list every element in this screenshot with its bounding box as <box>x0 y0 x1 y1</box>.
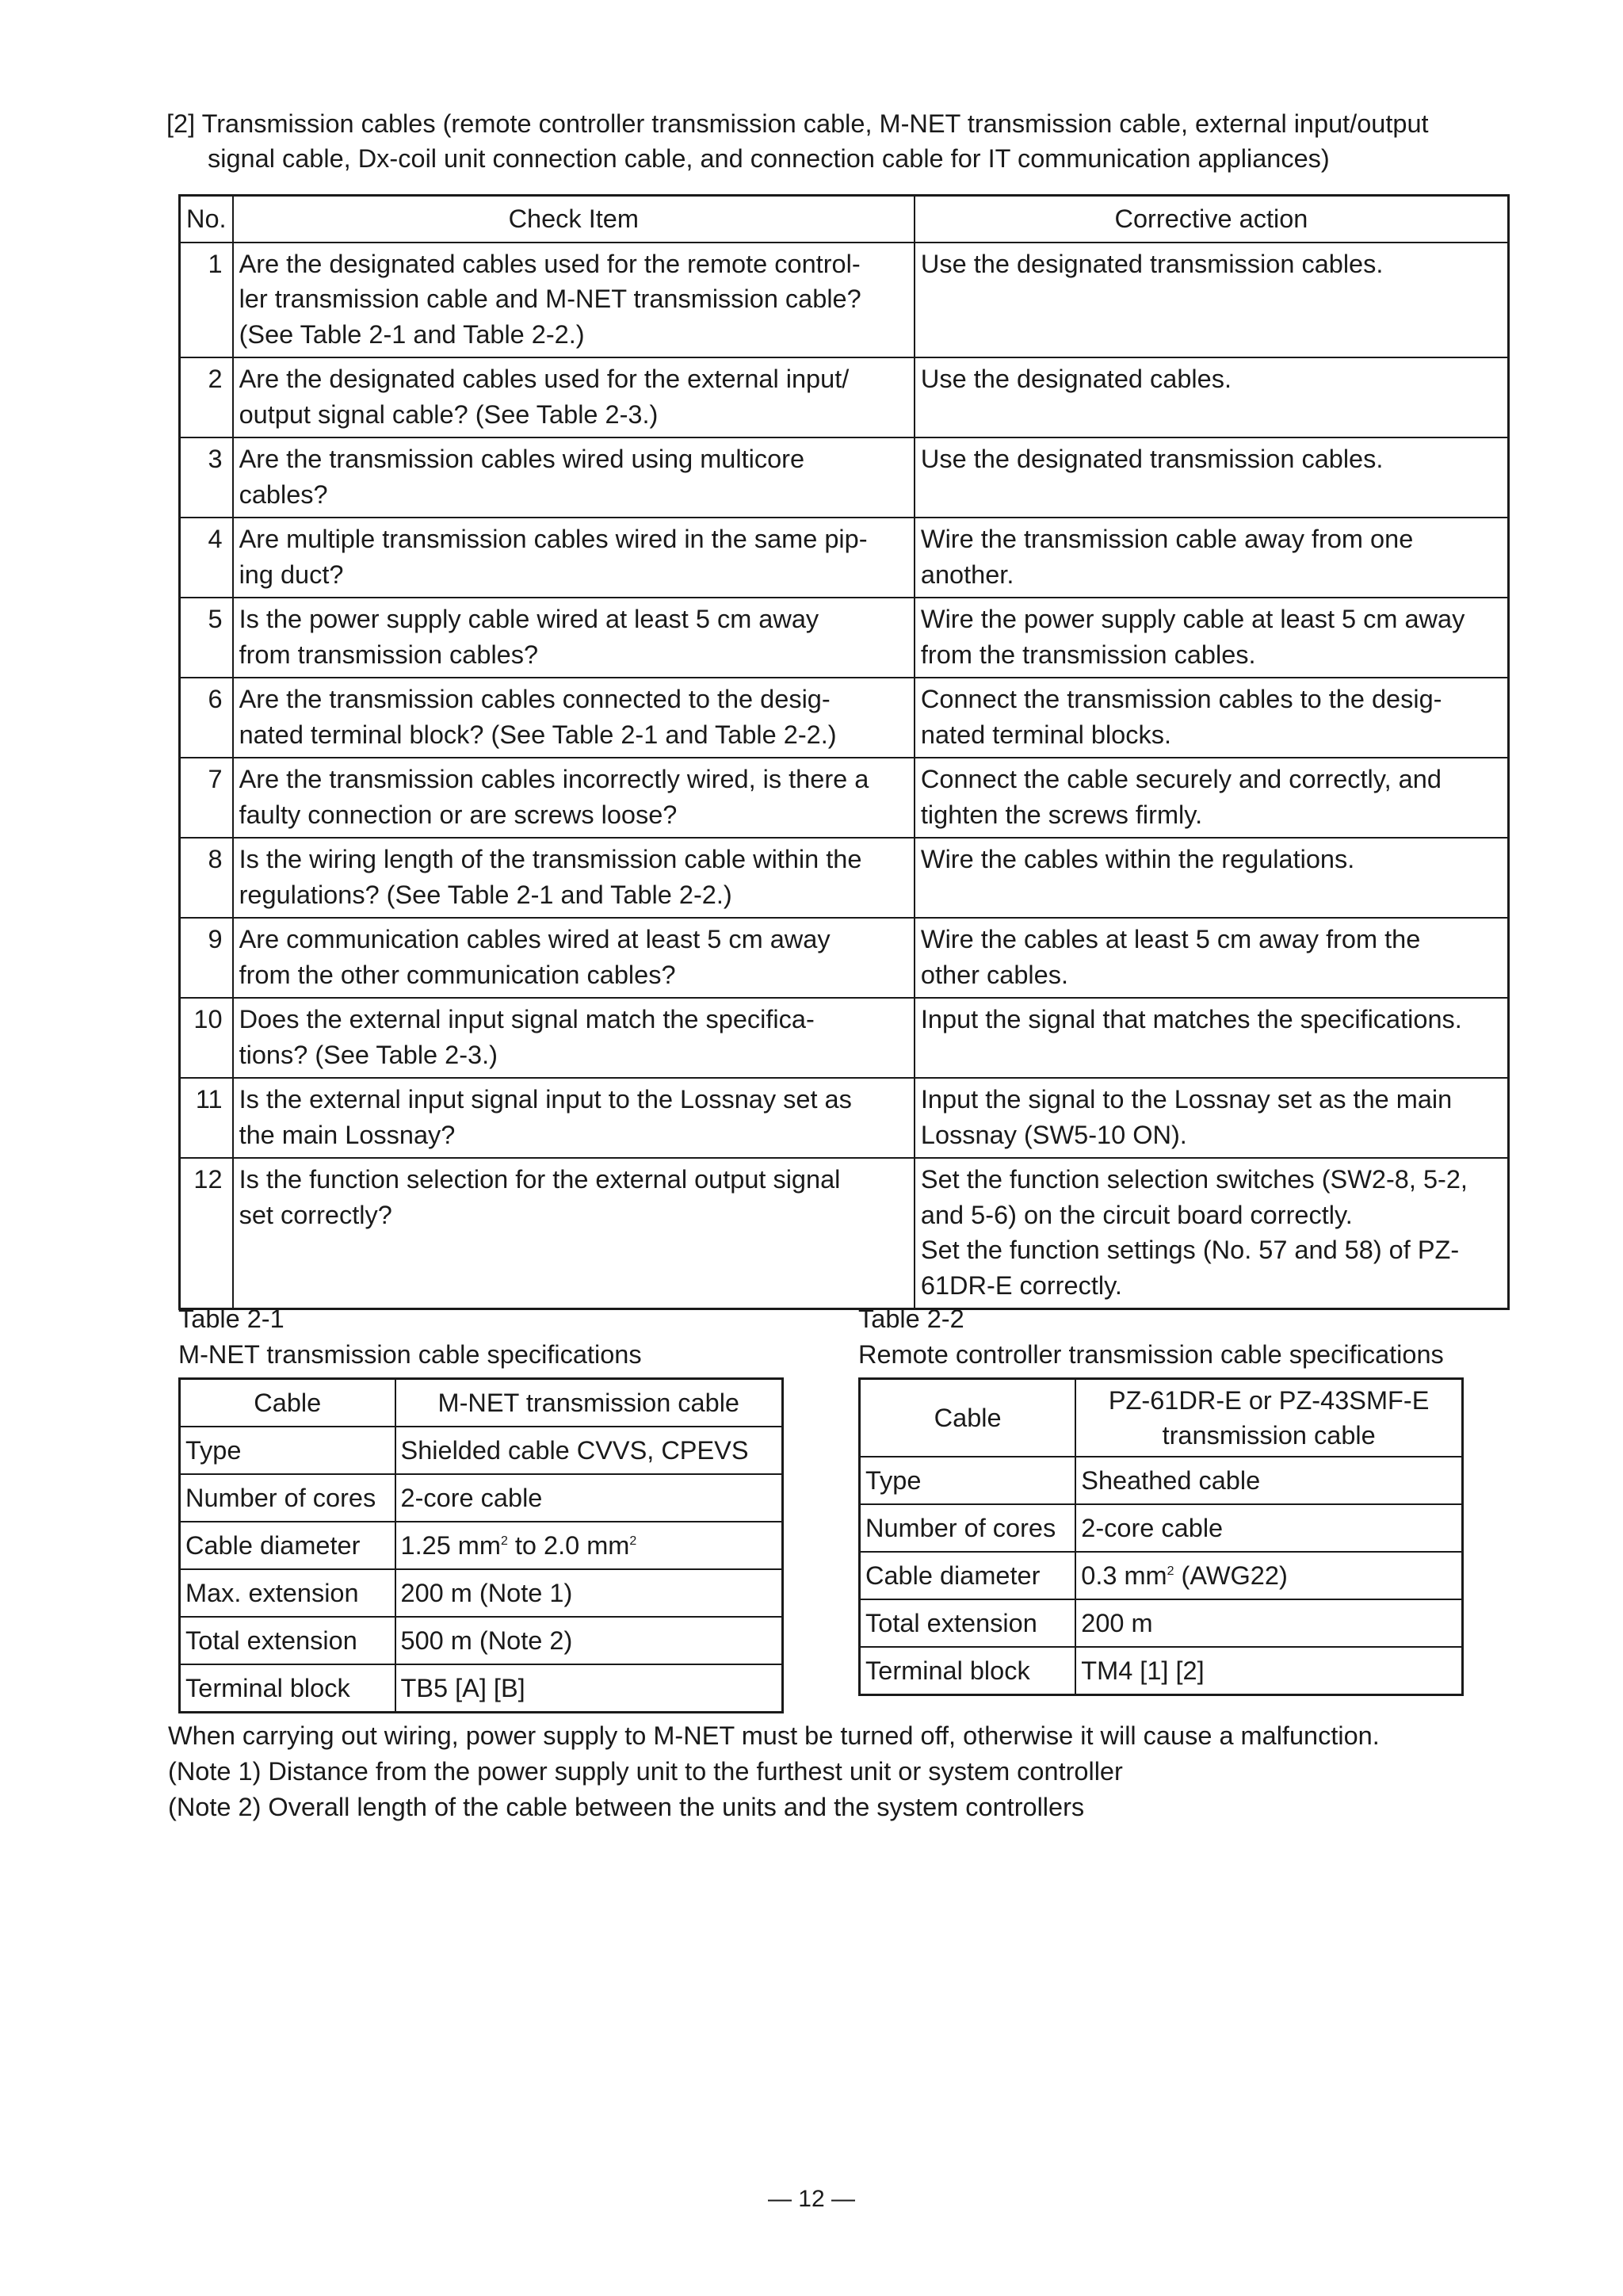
table-row <box>180 598 1509 678</box>
superscript: 2 <box>629 1534 637 1548</box>
table-2-2-header-value <box>1075 1379 1462 1457</box>
superscript: 2 <box>500 1534 508 1548</box>
value-text: 2-core cable <box>400 1484 543 1512</box>
table-2-2-body <box>860 1457 1463 1695</box>
value-text: Sheathed cable <box>1081 1466 1261 1495</box>
check-item-line: ler transmission cable and M-NET transmission cable? <box>239 285 861 313</box>
check-item-line: Is the power supply cable wired at least 5 cm away <box>239 605 819 633</box>
check-item-cell <box>233 998 915 1078</box>
table-row <box>180 1078 1509 1158</box>
table-2-2-row <box>860 1647 1463 1695</box>
check-item-cell <box>233 1078 915 1158</box>
table-2-1-value <box>395 1474 783 1522</box>
table-2-1-key: Terminal block <box>180 1664 395 1713</box>
value-text: 1.25 mm <box>400 1531 501 1560</box>
value-text: 200 m (Note 1) <box>400 1579 573 1607</box>
corrective-action-line: Wire the transmission cable away from one <box>920 525 1414 553</box>
table-row <box>180 758 1509 838</box>
corrective-action-cell <box>915 1158 1509 1309</box>
table-2-1-value <box>395 1569 783 1617</box>
check-item-cell <box>233 678 915 758</box>
table-2-2-value <box>1075 1457 1462 1504</box>
table-2-2-key: Total extension <box>860 1599 1076 1647</box>
value-text: (AWG22) <box>1174 1561 1288 1590</box>
corrective-action-cell <box>915 678 1509 758</box>
table-row <box>180 1158 1509 1309</box>
table-2-1-key: Cable diameter <box>180 1522 395 1569</box>
wiring-warning: When carrying out wiring, power supply to M-NET must be turned off, otherwise it will cause a malfunction. <box>168 1721 1380 1750</box>
table-2-2-value <box>1075 1647 1462 1695</box>
corrective-action-cell <box>915 1078 1509 1158</box>
check-item-line: tions? (See Table 2-3.) <box>239 1040 498 1069</box>
corrective-action-line: Set the function selection switches (SW2-8, 5-2, <box>920 1165 1468 1194</box>
table-2-1 <box>178 1377 784 1713</box>
row-number: 9 <box>180 918 233 998</box>
table-row <box>180 243 1509 358</box>
table-2-2 <box>858 1377 1464 1696</box>
table-2-1-number: Table 2-1 <box>178 1305 285 1333</box>
check-item-line: Are the designated cables used for the remote control- <box>239 249 861 278</box>
check-table-body <box>180 243 1509 1309</box>
section-heading <box>166 106 1529 176</box>
table-2-2-key: Type <box>860 1457 1076 1504</box>
value-text: 200 m <box>1081 1609 1153 1637</box>
table-2-2-header-key: Cable <box>860 1379 1076 1457</box>
check-item-line: Is the external input signal input to the Lossnay set as <box>239 1085 852 1114</box>
check-item-line: from the other communication cables? <box>239 960 676 989</box>
check-table <box>178 194 1510 1310</box>
table-2-1-row <box>180 1664 783 1713</box>
table-2-1-header-key: Cable <box>180 1379 395 1427</box>
corrective-action-cell <box>915 918 1509 998</box>
check-item-line: output signal cable? (See Table 2-3.) <box>239 399 659 429</box>
table-2-1-key: Max. extension <box>180 1569 395 1617</box>
row-number: 8 <box>180 838 233 918</box>
table-row <box>180 838 1509 918</box>
table-row <box>180 678 1509 758</box>
section-heading-line-1: [2] Transmission cables (remote controller transmission cable, M-NET transmission cable, external input/output <box>166 109 1429 138</box>
corrective-action-line: another. <box>920 560 1014 589</box>
table-2-1-value <box>395 1427 783 1474</box>
row-number: 1 <box>180 243 233 358</box>
row-number: 11 <box>180 1078 233 1158</box>
table-2-1-row <box>180 1474 783 1522</box>
table-row <box>180 437 1509 518</box>
value-text: TB5 [A] [B] <box>400 1674 525 1702</box>
corrective-action-cell <box>915 758 1509 838</box>
row-number: 6 <box>180 678 233 758</box>
corrective-action-line: Set the function settings (No. 57 and 58) of PZ- <box>920 1236 1460 1264</box>
corrective-action-cell <box>915 598 1509 678</box>
row-number: 4 <box>180 518 233 598</box>
value-text: 0.3 mm <box>1081 1561 1167 1590</box>
page-number: — 12 — <box>767 2186 856 2212</box>
check-item-cell <box>233 1158 915 1309</box>
table-2-1-row <box>180 1522 783 1569</box>
corrective-action-line: Input the signal to the Lossnay set as the main <box>920 1085 1453 1114</box>
header-check-item: Check Item <box>233 196 915 243</box>
corrective-action-line: Lossnay (SW5-10 ON). <box>920 1120 1187 1149</box>
check-item-line: faulty connection or are screws loose? <box>239 800 678 829</box>
table-2-2-row <box>860 1552 1463 1599</box>
table-row <box>180 357 1509 437</box>
notes <box>168 1718 1531 1825</box>
table-2-1-row <box>180 1569 783 1617</box>
corrective-action-line: Wire the cables at least 5 cm away from the <box>920 925 1421 953</box>
table-2-2-key: Number of cores <box>860 1504 1076 1552</box>
table-row <box>180 918 1509 998</box>
check-item-cell <box>233 918 915 998</box>
corrective-action-line: 61DR-E correctly. <box>920 1270 1122 1300</box>
check-item-cell <box>233 243 915 358</box>
table-2-2-row <box>860 1504 1463 1552</box>
table-2-2-header-row <box>860 1379 1463 1457</box>
table-2-2-number: Table 2-2 <box>858 1305 964 1333</box>
table-2-1-row <box>180 1427 783 1474</box>
check-item-line: Is the wiring length of the transmission cable within the <box>239 845 862 873</box>
row-number: 5 <box>180 598 233 678</box>
header-no: No. <box>180 196 233 243</box>
table-2-1-key: Type <box>180 1427 395 1474</box>
table-2-2-value <box>1075 1504 1462 1552</box>
table-2-2-key: Terminal block <box>860 1647 1076 1695</box>
check-item-cell <box>233 758 915 838</box>
corrective-action-line: and 5-6) on the circuit board correctly. <box>920 1200 1353 1229</box>
table-2-1-row <box>180 1617 783 1664</box>
table-2-1-value <box>395 1522 783 1569</box>
table-2-1-header-value: M-NET transmission cable <box>395 1379 783 1427</box>
corrective-action-line: from the transmission cables. <box>920 640 1256 669</box>
note-2: (Note 2) Overall length of the cable between the units and the system controllers <box>168 1793 1085 1821</box>
row-number: 12 <box>180 1158 233 1309</box>
table-2-1-value <box>395 1617 783 1664</box>
value-text: TM4 [1] [2] <box>1081 1656 1205 1685</box>
corrective-action-line: Connect the cable securely and correctly, and <box>920 765 1442 793</box>
value-text: Shielded cable CVVS, CPEVS <box>400 1436 749 1465</box>
check-item-line: (See Table 2-1 and Table 2-2.) <box>239 319 585 349</box>
value-text: to 2.0 mm <box>507 1531 630 1560</box>
check-item-cell <box>233 518 915 598</box>
check-item-cell <box>233 598 915 678</box>
table-2-1-key: Total extension <box>180 1617 395 1664</box>
table-2-1-key: Number of cores <box>180 1474 395 1522</box>
section-heading-line-2: signal cable, Dx-coil unit connection cable, and connection cable for IT communication appliances) <box>208 144 1330 173</box>
row-number: 7 <box>180 758 233 838</box>
corrective-action-cell <box>915 838 1509 918</box>
check-item-cell <box>233 838 915 918</box>
check-table-header-row <box>180 196 1509 243</box>
table-2-2-value <box>1075 1552 1462 1599</box>
check-item-line: Are communication cables wired at least 5 cm away <box>239 925 831 953</box>
value-text: 2-core cable <box>1081 1514 1224 1542</box>
check-item-line: Does the external input signal match the specifica- <box>239 1005 815 1033</box>
corrective-action-cell <box>915 518 1509 598</box>
corrective-action-line: other cables. <box>920 960 1068 989</box>
value-text: 500 m (Note 2) <box>400 1626 573 1655</box>
superscript: 2 <box>1167 1564 1174 1578</box>
corrective-action-cell <box>915 357 1509 437</box>
corrective-action-line: tighten the screws firmly. <box>920 800 1203 829</box>
table-2-2-caption <box>858 1301 1444 1373</box>
check-item-line: from transmission cables? <box>239 640 539 669</box>
check-item-cell <box>233 357 915 437</box>
corrective-action-cell <box>915 437 1509 518</box>
row-number: 10 <box>180 998 233 1078</box>
check-item-cell <box>233 437 915 518</box>
table-row <box>180 518 1509 598</box>
corrective-action-line: Connect the transmission cables to the desig- <box>920 685 1442 713</box>
check-item-line: regulations? (See Table 2-1 and Table 2-2.) <box>239 880 732 909</box>
row-number: 3 <box>180 437 233 518</box>
row-number: 2 <box>180 357 233 437</box>
check-item-line: the main Lossnay? <box>239 1120 456 1149</box>
table-2-2-row <box>860 1599 1463 1647</box>
check-item-line: Are the transmission cables incorrectly wired, is there a <box>239 765 869 793</box>
check-item-line: Are multiple transmission cables wired in the same pip- <box>239 525 868 553</box>
table-2-2-value <box>1075 1599 1462 1647</box>
note-1: (Note 1) Distance from the power supply unit to the furthest unit or system controller <box>168 1757 1123 1786</box>
table-2-1-value <box>395 1664 783 1713</box>
header-corrective-action: Corrective action <box>915 196 1509 243</box>
table-2-2-row <box>860 1457 1463 1504</box>
table-2-1-caption <box>178 1301 642 1373</box>
corrective-action-line: Use the designated transmission cables. <box>920 249 1384 278</box>
table-2-2-header-value-line-1: PZ-61DR-E or PZ-43SMF-E <box>1108 1386 1430 1415</box>
corrective-action-line: Input the signal that matches the specifications. <box>920 1005 1462 1033</box>
table-2-2-header-value-line-2: transmission cable <box>1162 1421 1376 1450</box>
check-item-line: cables? <box>239 479 328 509</box>
corrective-action-line: nated terminal blocks. <box>920 720 1172 749</box>
corrective-action-line: Wire the power supply cable at least 5 cm away <box>920 605 1465 633</box>
check-item-line: Are the designated cables used for the external input/ <box>239 365 850 393</box>
check-item-line: set correctly? <box>239 1200 392 1229</box>
corrective-action-line: Use the designated transmission cables. <box>920 445 1384 473</box>
table-2-1-header-row <box>180 1379 783 1427</box>
table-2-2-key: Cable diameter <box>860 1552 1076 1599</box>
check-item-line: Are the transmission cables wired using multicore <box>239 445 805 473</box>
table-2-1-title: M-NET transmission cable specifications <box>178 1340 642 1369</box>
table-row <box>180 998 1509 1078</box>
check-item-line: ing duct? <box>239 560 344 589</box>
check-item-line: nated terminal block? (See Table 2-1 and Table 2-2.) <box>239 720 837 749</box>
table-2-2-title: Remote controller transmission cable specifications <box>858 1340 1444 1369</box>
table-2-1-body <box>180 1427 783 1713</box>
corrective-action-line: Use the designated cables. <box>920 365 1232 393</box>
check-item-line: Is the function selection for the external output signal <box>239 1165 841 1194</box>
corrective-action-cell <box>915 998 1509 1078</box>
corrective-action-line: Wire the cables within the regulations. <box>920 845 1355 873</box>
check-item-line: Are the transmission cables connected to the desig- <box>239 685 831 713</box>
corrective-action-cell <box>915 243 1509 358</box>
